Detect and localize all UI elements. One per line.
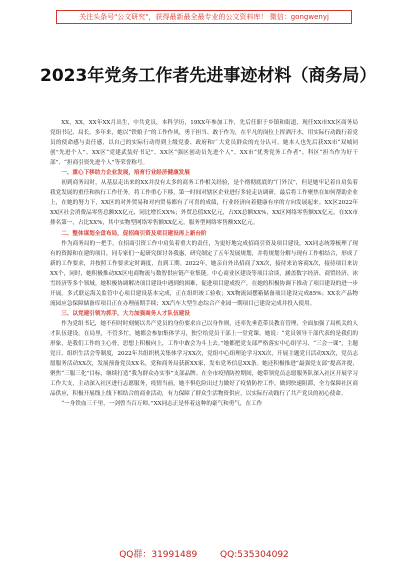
body-paragraph: 作为党组书记，她不但时时刻刻以共产党员的身份要求自己以身作则，还率先垂范带员教育管理，全面加强了局机关的人才队伍建设。在局里，不管多忙，她都会参加集体学习，独空给党员干部上一堂党课。她说：“党员领导干部代表的是我们的形象，是我们工作的主心骨，思想上积极向上，工作中敢会为斗上去。”她都把党支部严格落实中心组学习、“三会一课”，主题党日、组织生活会等制度，2022年共组织机关集体学习XX次，党组中心组理论学习XX次，开展主题党日活动XX次，党员志愿服务活动XX次，发展预备党员XX名，党和商务局获新XX家，发布党务信息XX条。她还积极推进“最强党支部”提高并提，聚焦“三服三化”目标，继续打造“我为群众办实事”支部品牌。在全市疫情防控期间，她带领党员志愿服务队深入社区开展学习工作大支，主动深入社区进行志愿服务，疫情当前，她不惧危险出过力做好了疫情防控工作，做到快速阻滞，全力保障社区商品供应，积极开展线上线下相结合的商业活动，有力保障了群众生活物资供应，以实际行动践行了共产党员的初心使命。	[50, 320, 358, 398]
body-paragraph: 初到商务局时，从基层走出来的XX并没有太多的商务工作相关经验，是个彻彻底底的“门外汉”，但是她牢记着自肩负着我党发展的重任和执行工作任务。将工作重心下移，第一时间对辖区企业进行多轮走访调研，最后将工作聚焦在如何帮助企业上，在她的努力下，XX区的对外贸易和对内贸易都有了可喜的成绩，行业经济向着健康有序的方向发展起来。XX区2022年XX区社会消费品零售总额XX亿元，同比增长XX%；外贸总值XX亿元，占XX总额XX%，XX区网络零售额XX亿元，在XX市排名第一，占比XX%，其中实物型网络零售额XX亿元，服务型网络零售额XX亿元。	[50, 180, 358, 227]
qq-contact-text: QQ:535304092	[220, 550, 289, 560]
section-heading: 三、以党建引领为抓手，大力加强商务人才队伍建设	[61, 310, 190, 317]
document-title: 2023年党务工作者先进事迹材料（商务局）	[40, 66, 377, 86]
section-heading: 一、重心下移助力企业发展，培育行业经济健康发展	[61, 170, 190, 177]
body-paragraph: “一身铁血三千里，一剑曾当百万师。”XX同志正是怀着这种的豪气和勇气，在工作	[61, 401, 263, 408]
wechat-promo-banner: 关注头条号"公文研究"，获得最新最全最专业的公文资料库！ 微信：gongwenyj	[56, 10, 352, 24]
body-paragraph: XX，XX，XX年XX月出生，中共党员，本科学历，19XX年参加工作，先后任职于乡镇和街道，现任XX市XX区商务局党组书记、局长。多年来，她以“铁娘子”的工作作风，勇于担当、敢于作为，在平凡的岗位上挥洒汗水，用实际行动践行着党员的使命感与责任感，以自己的实际行动得到上级党委、政府和广大党员群众的充分认可。她本人也先后获XX市“双城同创”先进个人”、XX区“党建武装好书记”、XX区“强区创动员先进个人”、XX市“优秀党务工作者”、科区“担当作为好干部”、“担商引资先进个人”等荣誉称号。	[50, 120, 358, 167]
body-paragraph: 作为商务局的一把手，在招商引资工作中肩负着重大的责任，为更好地完成招商引资及项目建设，XX同志统筹梳理了现有的资源和在建的项目，同专家们一起研究探讨各我惠，研究制定了五年发展规划，并将规划分解与现有工作相结合，形成了新的工作要求，并按照工作要求定时调度，直到工期。2022年，她亲自外出招商了XX次，接待来访客商X次，接待项目来访XX个，同时，她积极推动XX区电商物流与数智供应链产业集链。中心商业区建设等项目洽谈，涵盖数字经济、商贸经济、冰雪经济等多个领域。她积极协调解决项目建设中遇到的困难，促进项目建成投产，在她的积极协调下推动了项目建设的进一步开展。多式联运海关监管中心项目建设基本完成，正在组织竣工验收；XX物流园摆箱储备项目建设完成85%；XX农产品物流园应急保障储备库项目正在办理前期手续；XX汽车大型生态综合产业园一期项目已建设完成并投入使用。	[50, 240, 358, 307]
document-body	[50, 118, 358, 409]
qq-group-text: QQ群：31991489	[119, 550, 198, 560]
contact-footer	[0, 547, 408, 560]
section-heading: 二、整体谋划全盘布局，促招商引资及项目建设再上新台阶	[61, 230, 207, 237]
